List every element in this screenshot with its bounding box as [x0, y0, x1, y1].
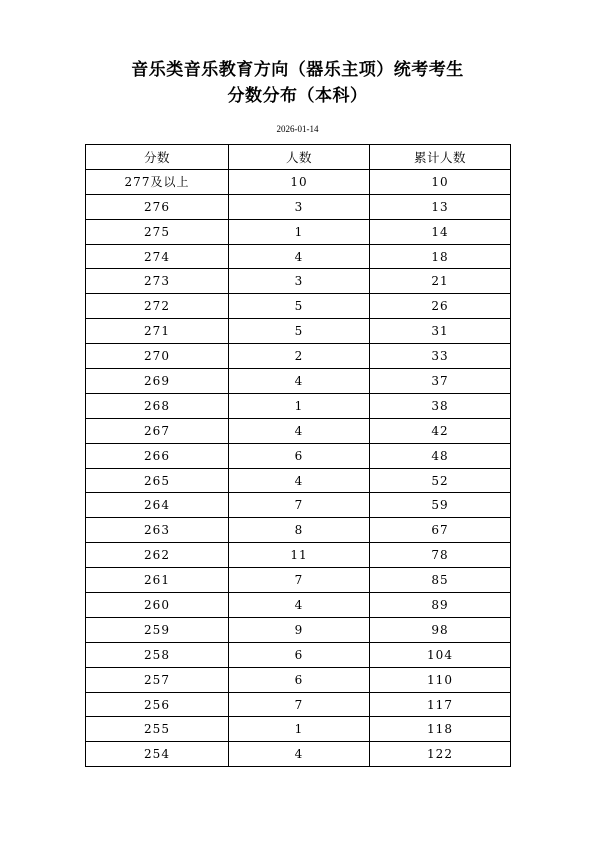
count-cell: 1 — [229, 219, 370, 244]
cumulative-cell: 117 — [370, 692, 511, 717]
count-cell: 1 — [229, 393, 370, 418]
count-cell: 11 — [229, 543, 370, 568]
count-cell: 7 — [229, 568, 370, 593]
score-cell: 270 — [86, 344, 229, 369]
count-cell: 4 — [229, 468, 370, 493]
table-row — [86, 692, 511, 717]
score-cell: 273 — [86, 269, 229, 294]
score-cell: 268 — [86, 393, 229, 418]
table-row — [86, 717, 511, 742]
count-cell: 5 — [229, 294, 370, 319]
score-cell: 260 — [86, 593, 229, 618]
score-cell: 258 — [86, 642, 229, 667]
count-cell: 10 — [229, 169, 370, 194]
table-row — [86, 642, 511, 667]
cumulative-cell: 85 — [370, 568, 511, 593]
cumulative-cell: 48 — [370, 443, 511, 468]
table-row — [86, 593, 511, 618]
count-cell: 6 — [229, 667, 370, 692]
table-row — [86, 468, 511, 493]
count-cell: 7 — [229, 493, 370, 518]
score-cell: 261 — [86, 568, 229, 593]
cumulative-cell: 21 — [370, 269, 511, 294]
table-row — [86, 169, 511, 194]
table-row — [86, 493, 511, 518]
score-cell: 254 — [86, 742, 229, 767]
cumulative-cell: 98 — [370, 617, 511, 642]
table-row — [86, 543, 511, 568]
count-cell: 6 — [229, 443, 370, 468]
cumulative-cell: 89 — [370, 593, 511, 618]
table-row — [86, 244, 511, 269]
table-row — [86, 219, 511, 244]
cumulative-cell: 10 — [370, 169, 511, 194]
document-title-line-1: 音乐类音乐教育方向（器乐主项）统考考生 — [131, 60, 464, 80]
table-row — [86, 319, 511, 344]
score-cell: 277及以上 — [86, 169, 229, 194]
score-cell: 265 — [86, 468, 229, 493]
score-cell: 263 — [86, 518, 229, 543]
cumulative-cell: 33 — [370, 344, 511, 369]
score-cell: 262 — [86, 543, 229, 568]
count-cell: 3 — [229, 269, 370, 294]
count-cell: 2 — [229, 344, 370, 369]
score-cell: 264 — [86, 493, 229, 518]
score-cell: 276 — [86, 194, 229, 219]
score-cell: 259 — [86, 617, 229, 642]
score-cell: 266 — [86, 443, 229, 468]
cumulative-cell: 78 — [370, 543, 511, 568]
cumulative-cell: 104 — [370, 642, 511, 667]
table-row — [86, 667, 511, 692]
score-cell: 275 — [86, 219, 229, 244]
column-header-count: 人数 — [229, 145, 370, 170]
count-cell: 4 — [229, 244, 370, 269]
document-date: 2026-01-14 — [276, 124, 319, 134]
count-cell: 6 — [229, 642, 370, 667]
table-body — [86, 169, 511, 766]
table-row — [86, 369, 511, 394]
score-cell: 272 — [86, 294, 229, 319]
score-cell: 267 — [86, 418, 229, 443]
count-cell: 4 — [229, 369, 370, 394]
table-row — [86, 269, 511, 294]
cumulative-cell: 67 — [370, 518, 511, 543]
table-row — [86, 418, 511, 443]
count-cell: 7 — [229, 692, 370, 717]
cumulative-cell: 31 — [370, 319, 511, 344]
count-cell: 3 — [229, 194, 370, 219]
score-cell: 256 — [86, 692, 229, 717]
cumulative-cell: 38 — [370, 393, 511, 418]
document-title-line-2: 分数分布（本科） — [227, 86, 368, 106]
table-row — [86, 344, 511, 369]
cumulative-cell: 110 — [370, 667, 511, 692]
cumulative-cell: 122 — [370, 742, 511, 767]
score-cell: 271 — [86, 319, 229, 344]
cumulative-cell: 59 — [370, 493, 511, 518]
table-row — [86, 393, 511, 418]
cumulative-cell: 18 — [370, 244, 511, 269]
cumulative-cell: 42 — [370, 418, 511, 443]
table-row — [86, 518, 511, 543]
score-cell: 274 — [86, 244, 229, 269]
score-distribution-table — [85, 144, 511, 767]
count-cell: 4 — [229, 418, 370, 443]
table-row — [86, 568, 511, 593]
cumulative-cell: 37 — [370, 369, 511, 394]
column-header-cumulative: 累计人数 — [370, 145, 511, 170]
column-header-score: 分数 — [86, 145, 229, 170]
score-cell: 255 — [86, 717, 229, 742]
cumulative-cell: 14 — [370, 219, 511, 244]
count-cell: 8 — [229, 518, 370, 543]
table-row — [86, 294, 511, 319]
table-row — [86, 742, 511, 767]
count-cell: 5 — [229, 319, 370, 344]
cumulative-cell: 52 — [370, 468, 511, 493]
table-row — [86, 194, 511, 219]
cumulative-cell: 13 — [370, 194, 511, 219]
table-header-row — [86, 145, 511, 170]
count-cell: 4 — [229, 593, 370, 618]
count-cell: 9 — [229, 617, 370, 642]
cumulative-cell: 26 — [370, 294, 511, 319]
table-row — [86, 617, 511, 642]
count-cell: 4 — [229, 742, 370, 767]
score-cell: 269 — [86, 369, 229, 394]
table-row — [86, 443, 511, 468]
cumulative-cell: 118 — [370, 717, 511, 742]
count-cell: 1 — [229, 717, 370, 742]
score-cell: 257 — [86, 667, 229, 692]
